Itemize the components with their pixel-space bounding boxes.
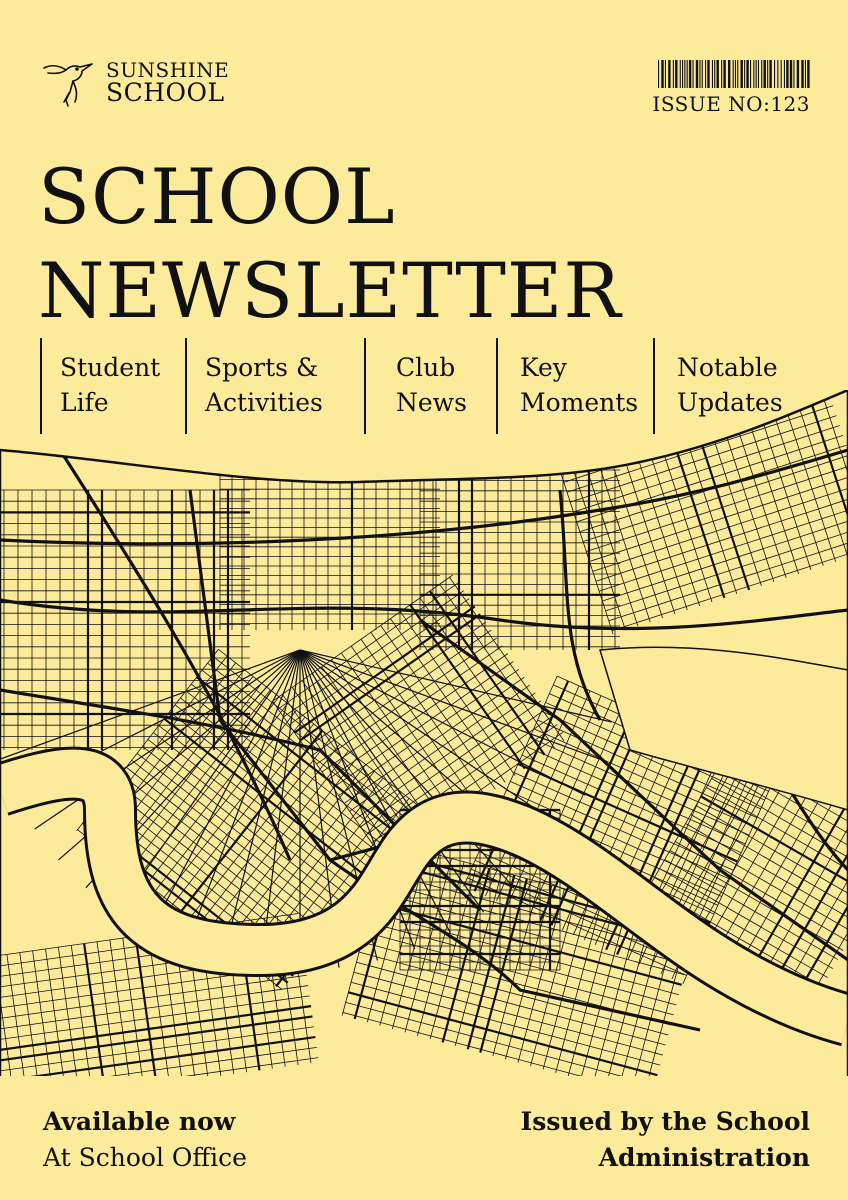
issuer-info [510, 1104, 810, 1176]
issue-number: ISSUE NO:123 [652, 92, 810, 116]
availability-location: At School Office [43, 1143, 247, 1172]
availability-info [43, 1104, 247, 1176]
brand-name-line1: SUNSHINE [106, 58, 230, 82]
title-line2: NEWSLETTER [38, 246, 622, 335]
page-title [38, 150, 622, 338]
section-label-line1: Student [60, 353, 161, 382]
barcode-icon [658, 60, 810, 88]
title-line1: SCHOOL [38, 152, 396, 241]
section-label-line1: Club [396, 353, 456, 382]
section-label-line2: Activities [205, 388, 323, 417]
section-label-line2: Updates [677, 388, 783, 417]
section-label-line1: Notable [677, 353, 778, 382]
brand-name-line2: SCHOOL [106, 78, 225, 107]
section-label-line2: Life [60, 388, 109, 417]
section-label-line2: Moments [520, 388, 639, 417]
section-label-line1: Sports & [205, 353, 319, 382]
issuer-line2: Administration [598, 1143, 810, 1172]
school-logo [42, 56, 229, 108]
section-label-line1: Key [520, 353, 567, 382]
hummingbird-icon [42, 56, 96, 108]
availability-heading: Available now [43, 1107, 236, 1136]
section-label-line2: News [396, 388, 467, 417]
issuer-line1: Issued by the School [520, 1107, 810, 1136]
city-map-illustration [0, 390, 848, 1080]
